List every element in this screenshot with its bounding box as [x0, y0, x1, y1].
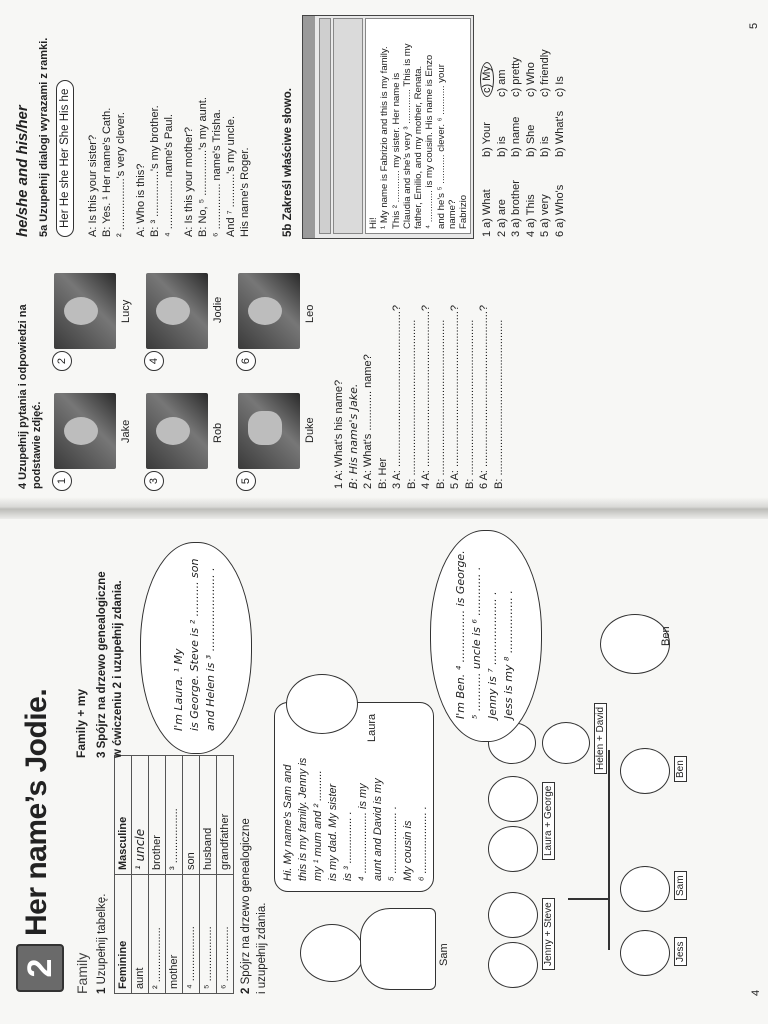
ex5a-instruction: Uzupełnij dialogi wyrazami z ramki. [38, 37, 50, 222]
ex4-instruction-line-1: Uzupełnij pytania i odpowiedzi na [17, 304, 29, 480]
sam-illustration [300, 924, 364, 982]
ex5a-line: A: Is this your mother? [183, 126, 195, 237]
photo-caption-jake: Jake [120, 419, 132, 443]
ex1-cell[interactable]: ¹ uncle [132, 756, 149, 875]
email-line: father, Emilio, and my mother, Renata. [413, 65, 425, 229]
ex1-number: 1 [96, 987, 108, 994]
unit-number-badge: 2 [16, 944, 64, 992]
ex5a-number: 5a [38, 224, 50, 237]
ex5b-option-row [495, 49, 510, 237]
sam-line[interactable]: ⁵ .................... . [387, 806, 399, 881]
ex4-line[interactable]: 4 A: ...................................................? [420, 305, 432, 489]
ex1-header-masculine: Masculine [115, 756, 132, 875]
tree-label-helen-david: Helen + David [594, 703, 607, 774]
email-window-header-fields [333, 18, 363, 234]
photo-leo [238, 273, 300, 349]
ex1-cell[interactable]: mother [166, 875, 183, 994]
ex2-instruction-line-2: i uzupełnij zdania. [256, 902, 268, 994]
page-number-right: 5 [748, 22, 760, 29]
option-b[interactable]: b) She [524, 124, 537, 157]
laura-line[interactable]: I'm Laura. ¹ My [172, 648, 185, 731]
ex3-number: 3 [96, 751, 108, 758]
photo-number-1: 1 [52, 471, 72, 491]
email-line: name? [447, 199, 459, 229]
photo-caption-lucy: Lucy [120, 299, 132, 323]
ex4-heading [16, 304, 44, 489]
laura-illustration [286, 674, 358, 734]
ex1-cell[interactable]: ³ .................. [166, 756, 183, 875]
option-b[interactable]: b) is [495, 136, 508, 157]
photo-number-2: 2 [52, 351, 72, 371]
ex2-instruction-line-1: Spójrz na drzewo genealogiczne [240, 818, 252, 985]
option-a[interactable]: 4 a) This [524, 194, 537, 237]
ex5b-option-row [553, 49, 568, 237]
photo-rob [146, 393, 208, 469]
ex4-line[interactable]: B: ................................................... [434, 319, 447, 489]
email-window-illustration [302, 15, 474, 239]
option-c[interactable]: c) friendly [539, 49, 551, 97]
sam-body-illustration [360, 908, 436, 990]
ex3-heading [94, 571, 126, 758]
laura-portrait [488, 826, 538, 872]
ben-line[interactable]: Jess is my ⁸ ................ . [502, 590, 515, 719]
ex5b-option-row [509, 49, 524, 237]
sam-line: this is my family. Jenny is [297, 757, 309, 881]
sam-speech-bubble [274, 702, 434, 892]
option-b[interactable]: b) What's [553, 110, 566, 157]
ex5a-line[interactable]: ⁶ ............... name's Trisha. [211, 109, 223, 237]
email-window-body [365, 18, 471, 234]
option-a[interactable]: 6 a) Who's [553, 184, 566, 237]
jess-portrait [620, 930, 670, 976]
option-c[interactable]: c) am [495, 69, 508, 97]
option-b[interactable]: b) is [539, 136, 551, 157]
option-a[interactable]: 2 a) are [495, 199, 508, 237]
ex2-number: 2 [240, 987, 252, 994]
ex5b-option-row [538, 49, 553, 237]
ex5a-word-box: Her He she Her She His he [56, 80, 74, 237]
option-b[interactable]: b) Your [481, 122, 493, 157]
sam-line: is my dad. My sister [327, 783, 339, 881]
option-a[interactable]: 5 a) very [539, 194, 551, 237]
ex3-instruction-line-1: Spójrz na drzewo genealogiczne [96, 571, 108, 749]
ex1-cell[interactable]: ⁶ .................. [217, 875, 234, 994]
sam-caption: Sam [438, 943, 450, 966]
ex5b-heading [280, 88, 296, 237]
option-c[interactable]: c) Who [524, 62, 537, 97]
photo-jake [54, 393, 116, 469]
right-page [10, 9, 760, 499]
ex5a-dialogues [86, 97, 252, 237]
ex4-line[interactable]: 2 A: What's ............. name? [362, 354, 374, 489]
email-window-titlebar [303, 16, 315, 238]
laura-speech-bubble [140, 542, 252, 754]
tree-label-jenny-steve: Jenny + Steve [542, 898, 555, 970]
ex5b-number: 5b [282, 223, 294, 237]
sam-line[interactable]: my ¹ mum and ² .......... [312, 770, 324, 881]
ex5a-title: he/she and his/her [14, 105, 31, 237]
email-line: ⁴ ............ is my cousin. His name is Enzo [424, 54, 436, 229]
email-line: ¹ My name is Fabrizio and this is my family. [379, 46, 391, 229]
ex4-number: 4 [17, 482, 29, 489]
ex1-cell[interactable]: ⁴ .................. [183, 875, 200, 994]
ex1-cell[interactable]: ² .................. [149, 875, 166, 994]
email-line: Fabrizio [458, 194, 470, 229]
laura-line[interactable]: and Helen is ³ ...................... . [204, 567, 217, 731]
ex1-cell[interactable]: grandfather [217, 756, 234, 875]
tree-label-ben: Ben [674, 756, 687, 782]
ben-portrait [620, 748, 670, 794]
photo-caption-duke: Duke [304, 417, 316, 443]
laura-line[interactable]: is George. Steve is ² .......... son [188, 558, 201, 731]
ex5a-line[interactable]: B: ³ ...............'s my brother. [149, 105, 161, 237]
section-family-my: Family + my [74, 688, 88, 758]
ex5b-options [480, 49, 567, 237]
laura-caption: Laura [366, 713, 378, 742]
david-portrait [542, 722, 590, 764]
ex1-cell[interactable]: aunt [132, 875, 149, 994]
ex1-cell[interactable]: husband [200, 756, 217, 875]
sam-line[interactable]: is ³ ............... . [342, 811, 354, 881]
ex3-instruction-line-2: w ćwiczeniu 2 i uzupełnij zdania. [112, 580, 124, 758]
option-b[interactable]: b) name [510, 116, 522, 157]
ex5b-instruction: Zakreśl właściwe słowo. [282, 88, 294, 221]
ex5a-line[interactable]: B: No, ⁵ ...............'s my aunt. [197, 97, 209, 237]
ex5b-option-row [524, 49, 539, 237]
ex2-heading [238, 818, 270, 994]
unit-title: Her name’s Jodie. [20, 688, 53, 936]
family-tree [480, 700, 750, 990]
photo-number-6: 6 [236, 351, 256, 371]
ex4-instruction-line-2: podstawie zdjęć. [31, 401, 43, 489]
email-window-toolbar [319, 18, 331, 234]
sam-portrait [620, 866, 670, 912]
ex4-line: 1 A: What's his name? [333, 379, 345, 489]
option-a[interactable]: 1 a) What [481, 189, 493, 237]
photo-number-4: 4 [144, 351, 164, 371]
ex5a-line: A: Who is this? [135, 163, 147, 237]
ex5a-heading [36, 38, 52, 237]
ex1-instruction: Uzupełnij tabelkę. [96, 893, 108, 985]
option-c[interactable]: c) pretty [510, 57, 522, 97]
ex1-header-feminine: Feminine [115, 875, 132, 994]
tree-label-jess: Jess [674, 937, 687, 966]
sam-line[interactable]: ⁶ .................... . [417, 806, 429, 881]
ex4-line[interactable]: 6 A: ...................................................? [478, 305, 490, 489]
ex5b-option-row [480, 49, 495, 237]
ex1-table [114, 755, 234, 994]
laura-speech-text [171, 559, 219, 732]
left-page [10, 524, 760, 1004]
ex5a-line[interactable]: ² .................'s very clever. [115, 112, 127, 237]
sam-line[interactable]: ⁴ .................... is my [357, 783, 369, 881]
email-text [368, 43, 470, 229]
ex1-cell[interactable]: brother [149, 756, 166, 875]
email-line: Claudia and she's very ³ ............. This is my [401, 43, 413, 229]
sam-line: aunt and David is my [372, 778, 384, 881]
ex4-line[interactable]: B: Her [376, 457, 389, 489]
jenny-portrait [488, 942, 538, 988]
photo-number-3: 3 [144, 471, 164, 491]
sam-line: Hi. My name's Sam and [282, 764, 294, 881]
ex4-line[interactable]: B: ................................................... [405, 319, 418, 489]
photo-caption-jodie: Jodie [212, 296, 224, 323]
ex4-line: B: His name's Jake. [346, 383, 360, 489]
email-line: Hi! [368, 217, 379, 229]
ex1-heading [94, 894, 110, 994]
email-line: This ² ............ my sister. Her name is [390, 72, 402, 229]
ben-caption: Ben [660, 626, 672, 646]
photo-caption-rob: Rob [212, 422, 224, 443]
george-portrait [488, 776, 538, 822]
ex5a-line: His name's Roger. [239, 147, 251, 237]
ex1-cell[interactable]: son [183, 756, 200, 875]
ex1-cell[interactable]: ⁵ .................. [200, 875, 217, 994]
option-c[interactable]: c) Is [553, 76, 566, 97]
photo-jodie [146, 273, 208, 349]
tree-branch [608, 750, 610, 950]
ex4-line[interactable]: B: ................................................... [463, 319, 476, 489]
ex4-line[interactable]: 5 A: ...................................................? [449, 305, 461, 489]
sam-speech-text [281, 758, 431, 881]
section-family: Family [74, 952, 90, 994]
ben-line[interactable]: ⁵ ........... uncle is ⁶ ............ . [470, 566, 483, 719]
option-a[interactable]: 3 a) brother [510, 180, 522, 237]
ex4-line[interactable]: 3 A: ...................................................? [391, 305, 403, 489]
option-c[interactable]: c) My [480, 62, 494, 97]
steve-portrait [488, 892, 538, 938]
ex4-dialogues [332, 305, 506, 489]
ex5a-line[interactable]: And ⁷ ...........'s my uncle. [225, 115, 237, 237]
tree-label-laura-george: Laura + George [542, 782, 555, 860]
ben-speech-bubble [430, 530, 542, 742]
photo-caption-leo: Leo [304, 304, 316, 323]
ex4-line[interactable]: B: ................................................... [492, 319, 505, 489]
photo-lucy [54, 273, 116, 349]
email-line: and he's ⁵ ........... clever. ⁶ ........... your [435, 64, 447, 229]
ex5a-line[interactable]: ⁴ ................ name's Paul. [163, 114, 175, 237]
tree-label-sam: Sam [674, 871, 687, 900]
ex5a-line: B: Yes. ¹ Her name's Cath. [101, 107, 113, 237]
ben-speech-text [453, 550, 517, 719]
ex5a-line: A: Is this your sister? [87, 134, 99, 237]
tree-branch [568, 898, 608, 900]
photo-duke [238, 393, 300, 469]
ex4-photo-grid [52, 251, 352, 491]
ben-line[interactable]: I'm Ben. ⁴ ............... is George. [454, 550, 467, 719]
ben-line[interactable]: Jenny is ⁷ ................... . [486, 591, 499, 719]
photo-number-5: 5 [236, 471, 256, 491]
page-number-left: 4 [750, 989, 762, 996]
sam-line: My cousin is [402, 820, 414, 881]
